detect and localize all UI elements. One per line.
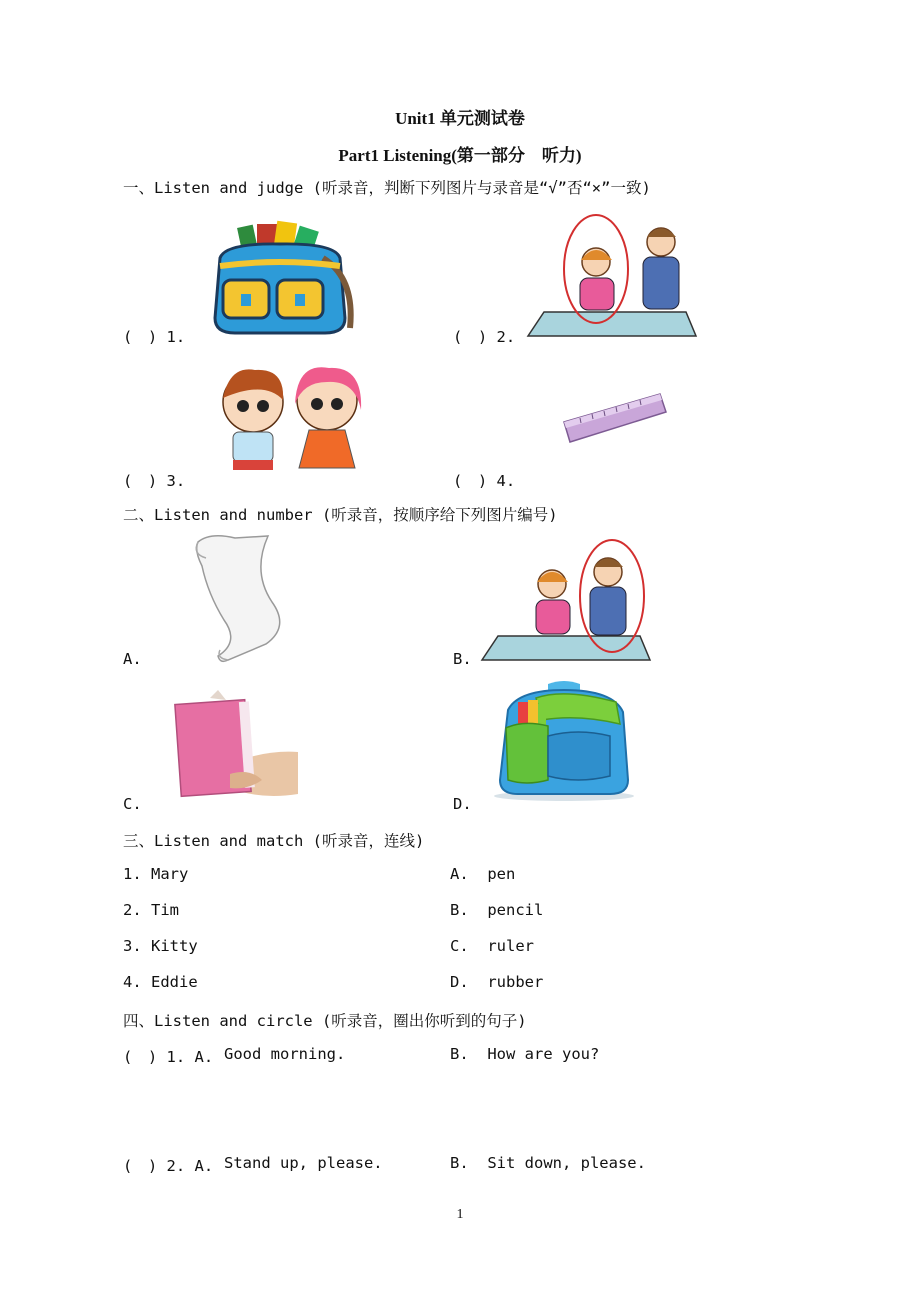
number-item-a: A. <box>123 650 142 668</box>
judge-item-3: ( ) 3. <box>123 472 186 490</box>
section2-heading: 二、Listen and number (听录音，按顺序给下列图片编号) <box>123 506 558 524</box>
circle-q1-number: ( ) 1. A. <box>123 1048 214 1066</box>
judge-item-4: ( ) 4. <box>453 472 516 490</box>
match-left-1: 1. Mary <box>123 865 189 883</box>
page-subtitle: Part1 Listening(第一部分 听力) <box>338 146 582 165</box>
ruler-image <box>560 390 670 450</box>
book-image <box>170 690 300 800</box>
judge-item-1: ( ) 1. <box>123 328 186 346</box>
match-right-d: D. rubber <box>450 973 544 991</box>
number-item-c: C. <box>123 795 142 813</box>
match-right-b: B. pencil <box>450 901 544 919</box>
match-left-2: 2. Tim <box>123 901 179 919</box>
match-left-4: 4. Eddie <box>123 973 198 991</box>
circle-q2-option-a: Stand up, please. <box>224 1154 383 1172</box>
schoolbag-image <box>205 218 355 338</box>
page-number: 1 <box>456 1207 464 1222</box>
section1-heading: 一、Listen and judge (听录音，判断下列图片与录音是“√”否“×”一致) <box>123 179 651 197</box>
page-title: Unit1 单元测试卷 <box>395 109 525 128</box>
circle-q1-option-a: Good morning. <box>224 1045 346 1063</box>
number-item-b: B. <box>453 650 472 668</box>
paper-image <box>180 532 295 667</box>
circle-q1-option-b: B. How are you? <box>450 1045 600 1063</box>
circle-q2-option-b: B. Sit down, please. <box>450 1154 646 1172</box>
match-right-c: C. ruler <box>450 937 534 955</box>
match-right-a: A. pen <box>450 865 516 883</box>
boy-girl-image <box>205 360 375 485</box>
section4-heading: 四、Listen and circle (听录音，圈出你听到的句子) <box>123 1012 527 1030</box>
section3-heading: 三、Listen and match (听录音，连线) <box>123 832 425 850</box>
match-left-3: 3. Kitty <box>123 937 198 955</box>
teacher-student-circled-image <box>480 538 655 666</box>
backpack-image <box>478 680 650 802</box>
number-item-d: D. <box>453 795 472 813</box>
teacher-student-image <box>526 212 701 340</box>
judge-item-2: ( ) 2. <box>453 328 516 346</box>
circle-q2-number: ( ) 2. A. <box>123 1157 214 1175</box>
